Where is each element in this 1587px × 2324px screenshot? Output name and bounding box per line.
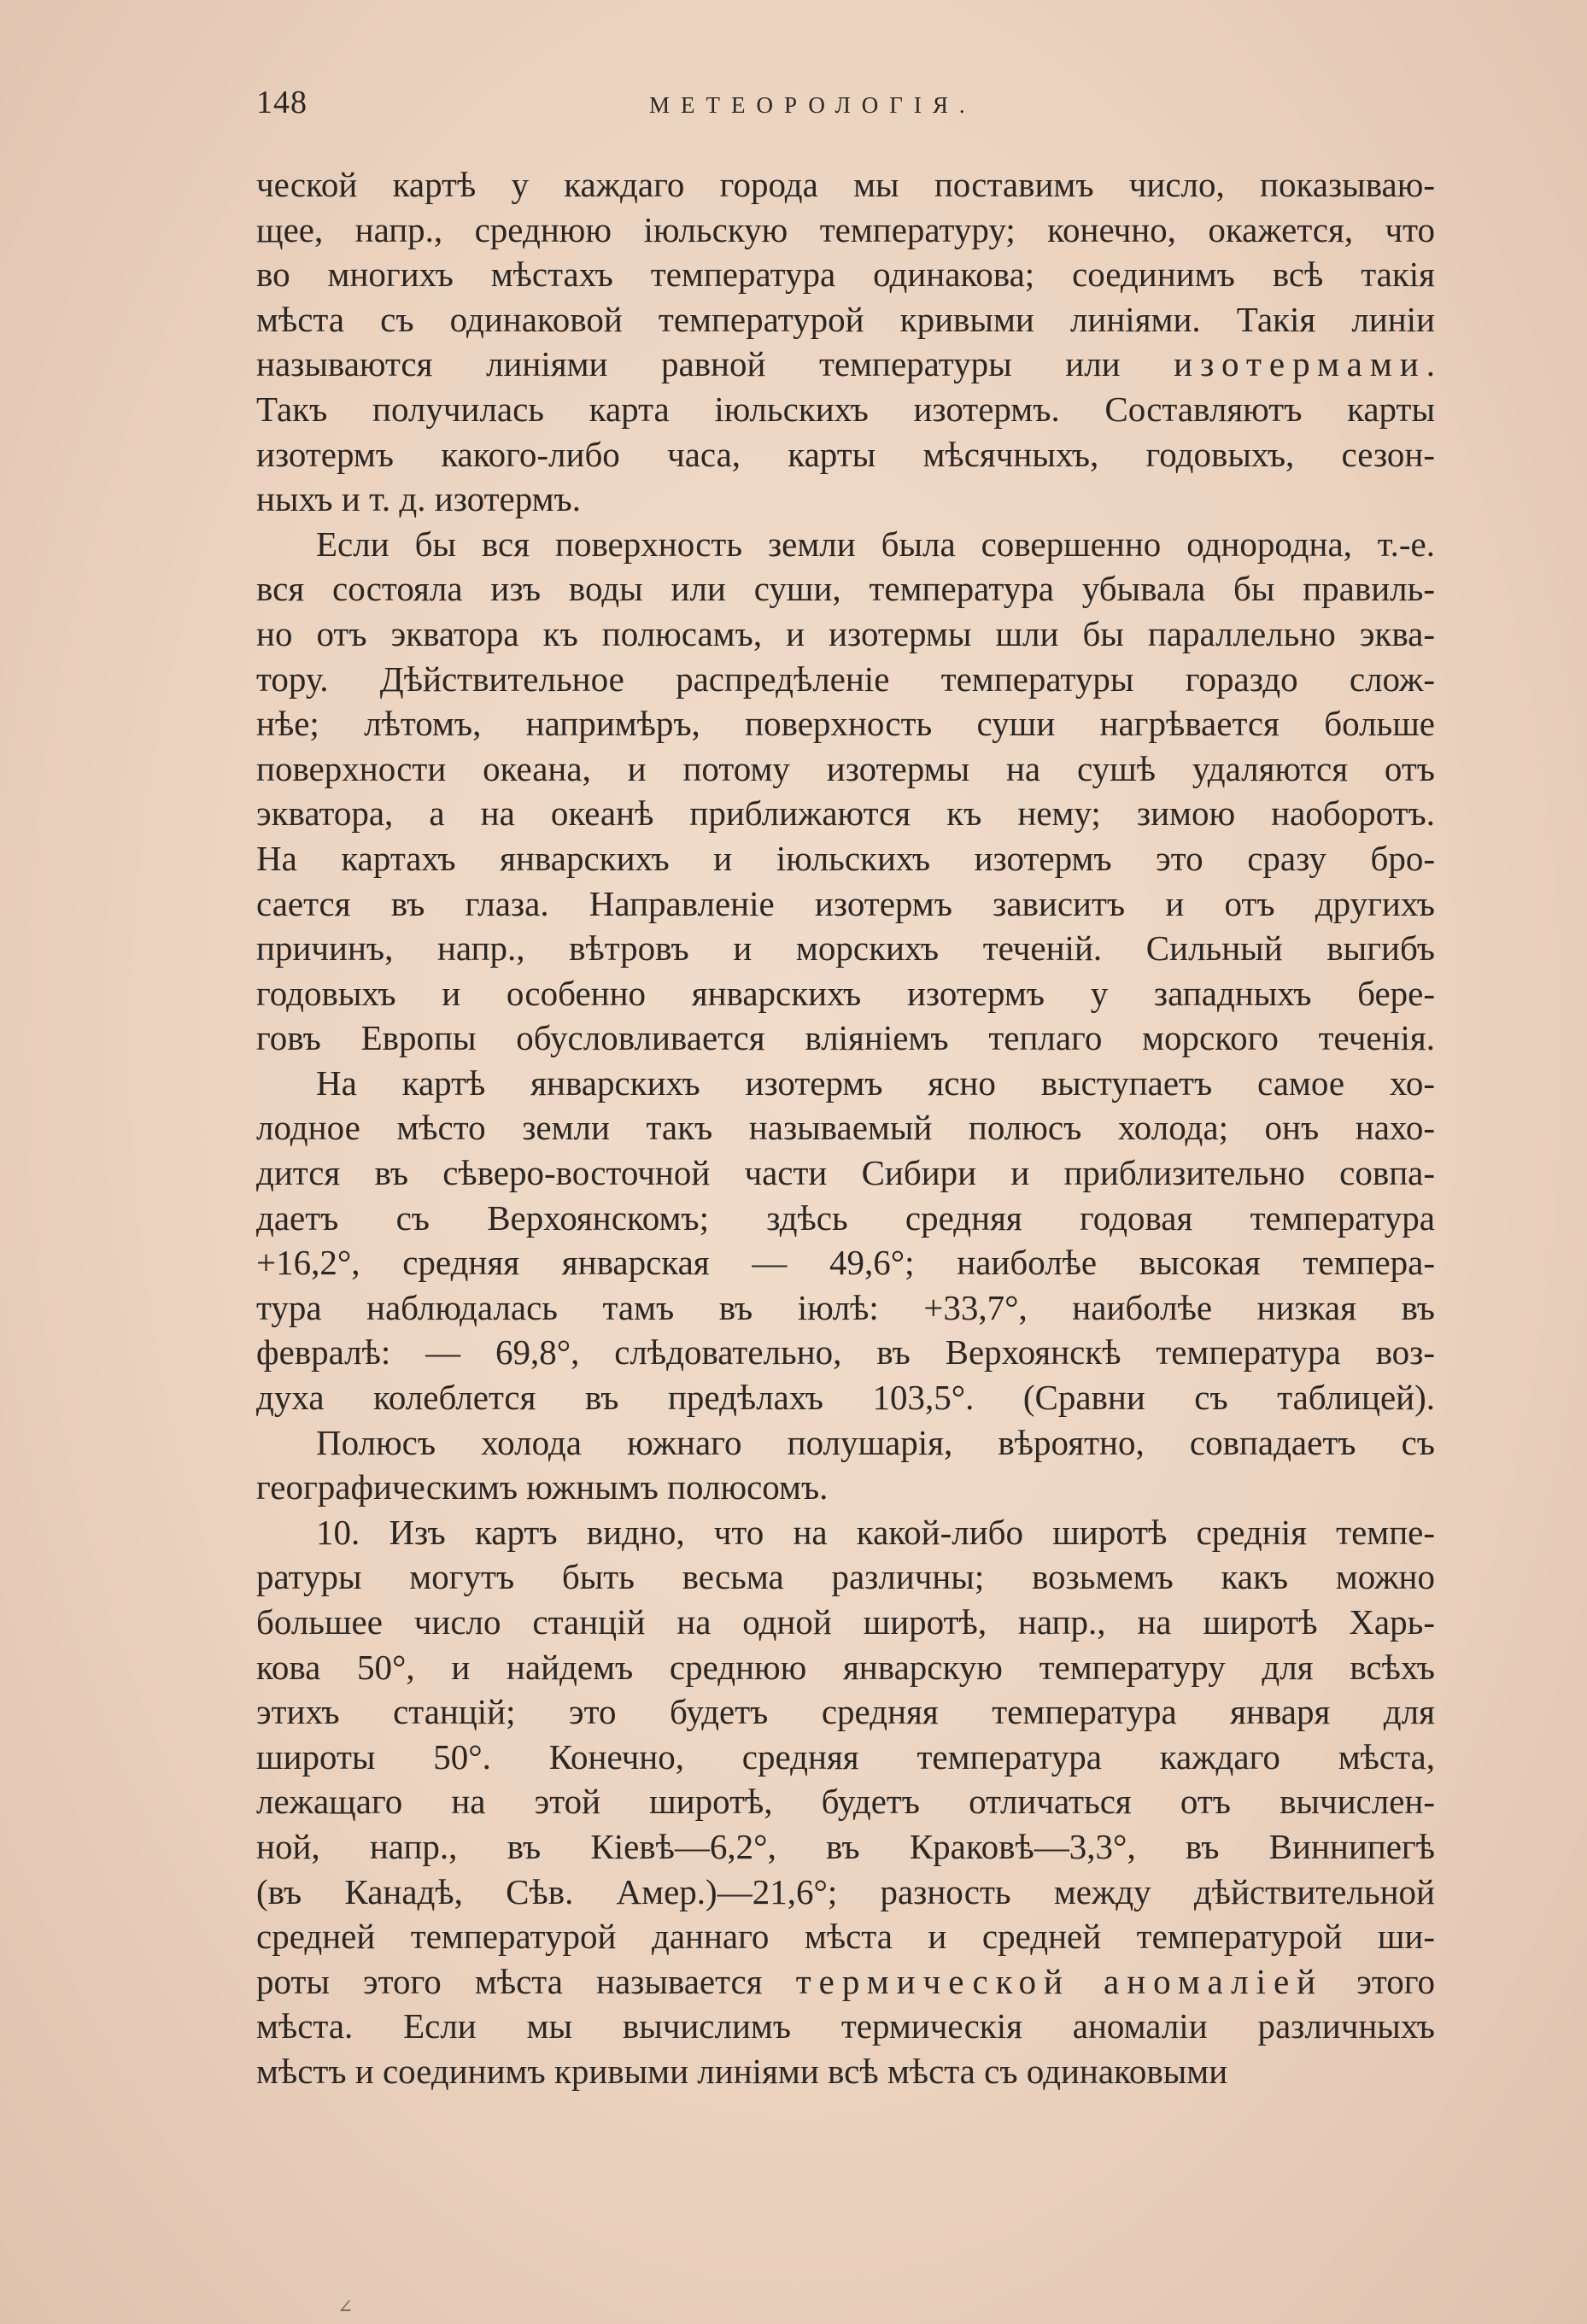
text-line: Если бы вся поверхность земли была совершенно однородна, т.-е. (316, 524, 1435, 564)
text-line: тура наблюдалась тамъ въ іюлѣ: +33,7°, наиболѣе низкая въ (256, 1287, 1435, 1327)
text-line: дится въ сѣверо-восточной части Сибири и приблизительно совпа- (256, 1153, 1435, 1193)
emphasized-word: изотермами (1174, 344, 1426, 384)
text-line: даетъ съ Верхоянскомъ; здѣсь средняя годовая температура (256, 1197, 1435, 1238)
text-line: тору. Дѣйствительное распредѣленіе температуры гораздо слож- (256, 659, 1435, 699)
text-line: большее число станцій на одной широтѣ, напр., на широтѣ Харь- (256, 1602, 1435, 1642)
text-line: лодное мѣсто земли такъ называемый полюсъ холода; онъ нахо- (256, 1108, 1435, 1148)
text-line: ной, напр., въ Кіевѣ—6,2°, въ Краковѣ—3,3°, въ Виннипегѣ (256, 1826, 1435, 1866)
running-title: МЕТЕОРОЛОГІЯ. (649, 92, 976, 118)
text-line: изотермъ какого-либо часа, карты мѣсячныхъ, годовыхъ, сезон- (256, 434, 1435, 474)
text-line: На картахъ январскихъ и іюльскихъ изотермъ это сразу бро- (256, 838, 1435, 878)
text-line: ныхъ и т. д. изотермъ. (256, 479, 582, 519)
text-line: географическимъ южнымъ полюсомъ. (256, 1467, 829, 1507)
text-line: поверхности океана, и потому изотермы на сушѣ удаляются отъ (256, 748, 1435, 788)
printer-mark: ∠ (337, 2296, 354, 2317)
text-line: февралѣ: — 69,8°, слѣдовательно, въ Верхоянскѣ температура воз- (256, 1332, 1435, 1373)
text-line: но отъ экватора къ полюсамъ, и изотермы шли бы параллельно эква- (256, 613, 1435, 653)
text-line: (въ Канадѣ, Сѣв. Амер.)—21,6°; разность между дѣйствительной (256, 1871, 1435, 1911)
text-line: годовыхъ и особенно январскихъ изотермъ у западныхъ бере- (256, 973, 1435, 1013)
text-line: нѣе; лѣтомъ, напримѣръ, поверхность суши нагрѣвается больше (256, 704, 1435, 744)
text-line: средней температурой даннаго мѣста и средней температурой ши- (256, 1917, 1435, 1957)
text-line: вся состояла изъ воды или суши, температура убывала бы правиль- (256, 569, 1435, 609)
text-line: мѣстъ и соединимъ кривыми линіями всѣ мѣста съ одинаковыми (256, 2051, 1228, 2091)
text-line: роты этого мѣста называется термической аномаліей этого (256, 1961, 1435, 2001)
text-line: мѣста. Если мы вычислимъ термическія аномаліи различныхъ (256, 2006, 1435, 2046)
text-line: широты 50°. Конечно, средняя температура каждаго мѣста, (256, 1736, 1435, 1777)
body-text (256, 162, 1435, 2094)
text-line: ческой картѣ у каждаго города мы поставимъ число, показываю- (256, 165, 1435, 204)
text-line: Такъ получилась карта іюльскихъ изотермъ. Составляютъ карты (256, 389, 1435, 429)
text-line: мѣста съ одинаковой температурой кривыми линіями. Такія линіи (256, 299, 1435, 339)
text-line: называются линіями равной температуры или изотермами. (256, 344, 1435, 384)
emphasized-word: аномаліей (1104, 1961, 1324, 2001)
text-line: сается въ глаза. Направленіе изотермъ зависитъ и отъ другихъ (256, 883, 1435, 923)
text-line: во многихъ мѣстахъ температура одинакова; соединимъ всѣ такія (256, 255, 1435, 295)
emphasized-word: термической (795, 1961, 1070, 2001)
page-number: 148 (256, 85, 307, 120)
text-line: ратуры могутъ быть весьма различны; возьмемъ какъ можно (256, 1557, 1435, 1597)
text-line: кова 50°, и найдемъ среднюю январскую температуру для всѣхъ (256, 1647, 1435, 1687)
text-line: Полюсъ холода южнаго полушарія, вѣроятно, совпадаетъ съ (316, 1422, 1435, 1462)
text-line: этихъ станцій; это будетъ средняя температура января для (256, 1692, 1435, 1732)
text-line: причинъ, напр., вѣтровъ и морскихъ теченій. Сильный выгибъ (256, 928, 1435, 969)
text-line: экватора, а на океанѣ приближаются къ нему; зимою наоборотъ. (256, 793, 1435, 834)
text-line: щее, напр., среднюю іюльскую температуру; конечно, окажется, что (256, 209, 1435, 249)
text-line: +16,2°, средняя январская — 49,6°; наиболѣе высокая темпера- (256, 1243, 1435, 1283)
text-line: духа колеблется въ предѣлахъ 103,5°. (Сравни съ таблицей). (256, 1378, 1435, 1418)
text-line: 10. Изъ картъ видно, что на какой-либо широтѣ среднія темпе- (316, 1512, 1435, 1552)
text-line: На картѣ январскихъ изотермъ ясно выступаетъ самое хо- (316, 1062, 1435, 1103)
text-line: говъ Европы обусловливается вліяніемъ теплаго морского теченія. (256, 1018, 1435, 1058)
text-line: лежащаго на этой широтѣ, будетъ отличаться отъ вычислен- (256, 1782, 1435, 1822)
